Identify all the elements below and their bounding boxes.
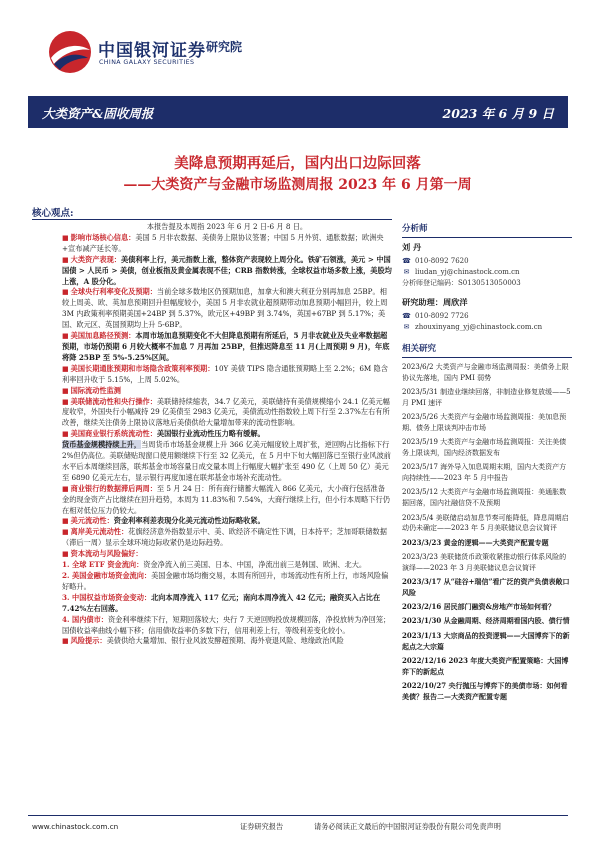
email-icon: ✉ xyxy=(403,267,410,276)
divider xyxy=(32,219,392,220)
assistant-contact xyxy=(402,311,572,333)
paragraph: 1. 全球 ETF 资金流向：资金净流入前三美国、日本、中国，净流出前三是韩国、欧洲、北大。 xyxy=(62,560,367,570)
footer-divider xyxy=(28,815,568,816)
intro-line: 本报告提及本周指 2023 年 6 月 2 日-6 月 8 日。 xyxy=(146,222,308,231)
related-item[interactable]: 2023/2/16 居民部门融资&房地产市场如何看？ xyxy=(402,602,555,612)
bullet-square-icon: ■ xyxy=(62,484,69,493)
bullet-square-icon: ■ xyxy=(62,364,69,373)
report-category: 大类资产&固收周报 xyxy=(42,106,154,121)
related-item[interactable]: 2023/3/23 美联储货币政策收紧推动银行体系风险的演绎——2023 年 3 月美联储议息会议简评 xyxy=(402,552,567,572)
related-item[interactable]: 2023/5/31 制造业继续回落，非制造业修复放缓——5 月 PMI 速评 xyxy=(402,388,571,407)
assistant-heading: 研究助理：周欣洋 xyxy=(402,297,468,308)
bullet-square-icon: ■ xyxy=(62,233,69,242)
brand-name-cn: 中国银河证券 xyxy=(98,41,206,61)
related-research-list xyxy=(402,362,572,703)
footer-label: 证券研究报告 xyxy=(240,822,284,831)
footer-disclaimer: 请务必阅读正文最后的中国银河证券股份有限公司免责声明 xyxy=(314,822,501,831)
related-item[interactable]: 2023/3/23 黄金的逻辑——大类资产配置专题 xyxy=(402,537,549,547)
bullet-square-icon: ■ xyxy=(62,386,69,395)
paragraph: ■ 美联储流动性和央行操作：美联储持续缩表，34.7 亿美元，美联储持有美债规模缩小 24.1 亿美元幅度收窄，外国央行小幅减持 29 亿美债至 2983 亿美元，美债流动性指数较上周下行至 2.37%左右有所改善，继续关注债务上限协议落地后美债供给大量增加带来的流动性影响。 xyxy=(62,396,390,428)
report-date: 2023 年 6 月 9 日 xyxy=(442,106,554,121)
brand-name-en: CHINA GALAXY SECURITIES xyxy=(99,59,195,66)
phone-icon: ☎ xyxy=(402,257,411,265)
analyst-email[interactable]: liudan_yj@chinastock.com.cn xyxy=(415,267,520,276)
core-views-label: 核心观点: xyxy=(32,208,74,219)
bullet-square-icon: ■ xyxy=(62,550,69,559)
bullet-square-icon: ■ xyxy=(62,430,69,439)
report-title: 美降息预期再延后，国内出口边际回落 xyxy=(174,155,421,172)
analyst-phone: 010-8092 7620 xyxy=(415,257,469,265)
email-icon: ✉ xyxy=(403,323,410,332)
bullet-square-icon: ■ xyxy=(62,255,69,264)
brand-dept: 研究院 xyxy=(206,40,243,54)
paragraph: ■ 全球央行利率变化及预期：当前全球多数地区仍预期加息，加拿大和澳大利亚分别再加息 25BP。相较上周美、欧、英加息预期回升但幅度较小，美国 5 月非农就业超预期带动加息预期小幅回升，较上周 3M 内政策利率预期美国+24BP 到 5.37%，欧元区+49BP 到 3.74%，英国+67BP 到 5.17%；美国、欧元区、英国预期均上升 5-6BP。 xyxy=(62,287,388,330)
paragraph: ■ 美元流动性：资金利率利差表现分化美元流动性边际略收紧。 xyxy=(62,516,265,526)
paragraph: ■ 风险提示：美债供给大量增加、银行业风波发酵超预期、海外衰退风险、地缘政治风险 xyxy=(62,636,344,646)
related-heading: 相关研究 xyxy=(402,342,572,358)
related-item[interactable]: 2023/5/4 美联储启动加息节奏可能降低，降息周期启动仍未确定——2023 年 5 月美联储议息会议简评 xyxy=(402,513,569,533)
paragraph: 3. 中国权益市场资金变动：北向本周净流入 117 亿元；南向本周净流入 42 亿元；融资买入占比在 7.42%左右回落。 xyxy=(62,592,381,613)
assistant-phone: 010-8092 7726 xyxy=(415,312,469,321)
analyst-name: 刘 丹 xyxy=(402,242,422,252)
brand-logo xyxy=(46,28,256,78)
paragraph: ■ 影响市场核心信息：美国 5 月非农数据、美债务上限协议签署；中国 5 月外贸、通胀数据；欧洲央+宣布减产延长等。 xyxy=(62,232,384,253)
related-item[interactable]: 2022/10/27 央行抛压与博弈下的美债市场：如何看美债？报告二—大类资产配置专题 xyxy=(402,680,568,701)
bullet-square-icon: ■ xyxy=(62,288,69,297)
related-item[interactable]: 2023/5/17 海外导入加息周期末期，国内大类资产方向持续性——2023 年 5 月中报告 xyxy=(402,463,567,483)
analyst-contact xyxy=(402,256,572,288)
bullet-square-icon: ■ xyxy=(62,332,69,341)
assistant-email[interactable]: zhouxinyang_yj@chinastock.com.cn xyxy=(415,323,543,332)
related-item[interactable]: 2023/1/13 大宗商品的投资逻辑——大国博弈下的新起点之大宗篇 xyxy=(402,630,570,651)
section-heading: ■ 资本流动与风险偏好： xyxy=(62,549,143,559)
bullet-square-icon: ■ xyxy=(62,528,69,537)
paragraph: ■ 商业银行的数据滞后两周：至 5 月 24 日：所有商行储蓄大幅流入 866 亿美元，大小商行包括准备金的现金资产占比继续在回升趋势，本周为 11.83%和 7.54%，大商行继续上行，但小行本周略下行仍在相对低位压力仍较大。 xyxy=(62,483,390,515)
report-subtitle: ——大类资产与金融市场监测周报 2023 年 6 月第一周 xyxy=(123,177,472,193)
related-item[interactable]: 2023/1/30 从金融周期、经济周期看国内股、债行情 xyxy=(402,616,570,626)
analyst-heading: 分析师 xyxy=(402,222,572,238)
galaxy-logo-icon xyxy=(46,28,94,76)
paragraph: 2. 美国金融市场资金流向：美国金融市场均衡交易，本周有所回升，市场流动性有所上行，市场风险偏好略升。 xyxy=(62,571,389,591)
related-item[interactable]: 2023/5/26 大类资产与金融市场监测周报：美加息预期、债务上限谈判冲击市场 xyxy=(402,413,567,432)
related-item[interactable]: 2023/5/19 大类资产与金融市场监测周报：关注美债务上限谈判，国内经济数据发布 xyxy=(402,438,567,458)
footer-url[interactable]: www.chinastock.com.cn xyxy=(32,822,119,831)
core-views-body xyxy=(62,222,392,647)
paragraph: 4. 国内债市：资金利率继续下行，短期回落较大；央行 7 天逆回购投放规模回落，净投放转为净回笼；国债收益率曲线小幅下移；信用债收益率仍多数下行，信用利差上行，等级利差变化较小。 xyxy=(62,614,391,635)
bullet-square-icon: ■ xyxy=(62,517,69,526)
bullet-square-icon: ■ xyxy=(62,637,69,646)
header-band xyxy=(28,96,568,128)
paragraph: ■ 美国长期通胀预期和市场隐含政策利率预期：10Y 美债 TIPS 隐含通胀预期略上至 2.2%；6M 隐含利率回升收于 5.15%，上周 5.02%。 xyxy=(62,363,388,384)
sidebar xyxy=(402,222,572,706)
paragraph: 货币基金规模持续上升，当周货币市场基金规模上升 366 亿美元幅度较上周扩张，逆回购占比指标下行 2%但仍高位。美联储贴现窗口使用额继续下行至 32 亿美元，在 5 月中下旬大幅回落已至银行业风波前水平后本周继续回落，联邦基金市场容量日成交量本周上行幅度大幅扩张至 490 亿（上周 50 亿）美元至 6890 亿美元左右，显示银行再度加速在联邦基金市场补充流动性。 xyxy=(62,440,391,482)
paragraph: ■ 大类资产表现：美债利率上行，美元指数上涨，整体资产表现较上周分化。铁矿石领涨，美元 > 中国国债 > 人民币 > 美债，创业板指及黄金属表现不佳；CRB 指数转涨，全球权益市场多数上涨，美股均上涨，A 股分化。 xyxy=(62,254,392,286)
paragraph: ■ 美国商业银行系统流动性：美国银行业流动性压力略有缓解。 xyxy=(62,429,265,439)
paragraph: ■ 离岸美元流动性：花旗经济意外指数显示中、美、欧经济不确定性下调，日本持平；芝加哥联储数据（滞后一周）显示全球环境边际收紧仍是边际趋势。 xyxy=(62,527,387,548)
paragraph: ■ 美国加息路径预测：本周市场加息预期变化不大但降息预期有所延后，5 月非农就业及失业率数据超预期，市场仍预期 6 月较大概率不加息 7 月再加 25BP，但推迟降息至 11 月(上周预期 9 月)，年底将降 25BP 至 5%-5.25%区间。 xyxy=(62,331,390,362)
related-item[interactable]: 2023/3/17 从“硅谷+瑞信”看广泛的资产负债表敞口风险 xyxy=(402,577,570,597)
analyst-cert: 分析师登记编码：S0130513050003 xyxy=(402,278,521,287)
related-item[interactable]: 2022/12/16 2023 年度大类资产配置策略：大国博弈下的新起点 xyxy=(402,655,569,676)
related-item[interactable]: 2023/5/12 大类资产与金融市场监测周报：美通胀数据回落，国内社融信贷不及预期 xyxy=(402,488,567,508)
bullet-square-icon: ■ xyxy=(62,397,69,406)
related-item[interactable]: 2023/6/2 大类资产与金融市场监测周报：美债务上限协议先落地，国内 PMI 弱势 xyxy=(402,362,569,382)
phone-icon: ☎ xyxy=(402,312,411,321)
section-heading: ■ 国际流动性监测 xyxy=(62,385,121,395)
